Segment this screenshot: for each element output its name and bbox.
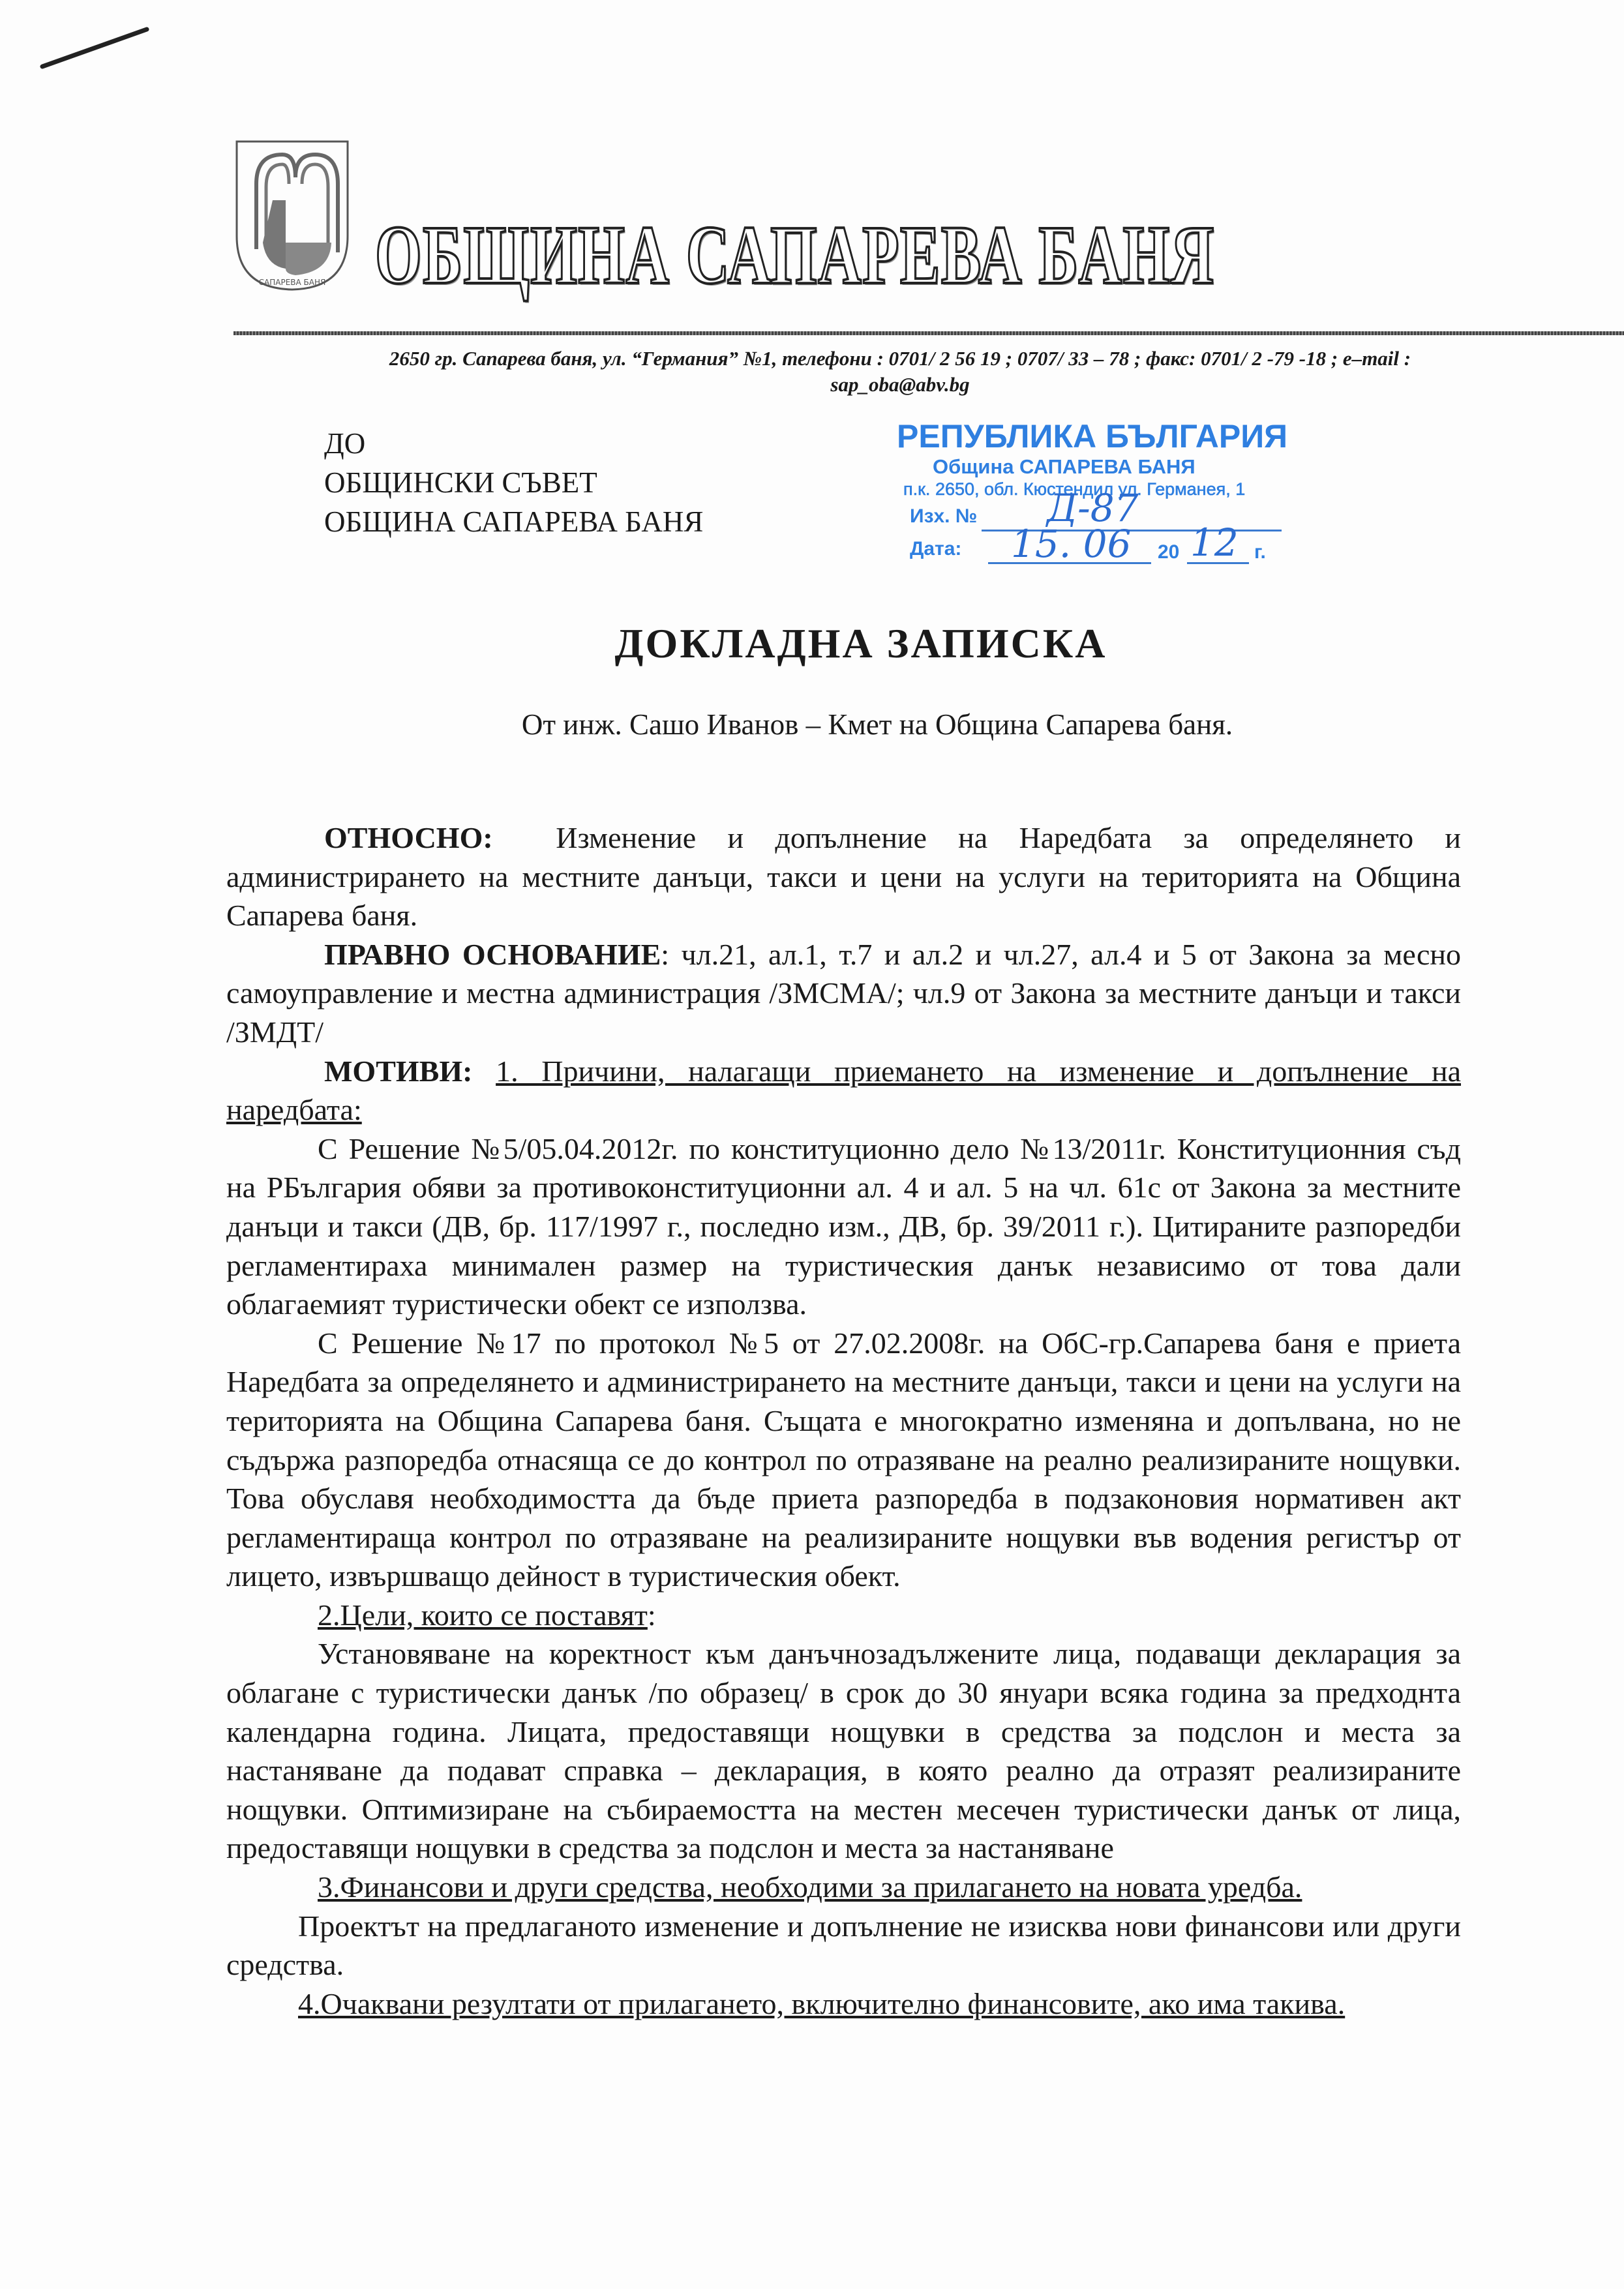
recipient-line: ДО [324, 427, 366, 460]
stamp-address: п.к. 2650, обл. Кюстендил ул. Германея, 1 [903, 479, 1246, 499]
results-heading: 4.Очаквани резултати от прилагането, включително финансовите, ако има такива. [298, 1986, 1346, 2020]
document-body [226, 818, 1461, 2023]
stamp-municipality: Община САПАРЕВА БАНЯ [933, 455, 1195, 478]
registration-stamp [897, 417, 1288, 567]
letterhead-address [248, 346, 1552, 398]
letterhead-brand: ОБЩИНА САПАРЕВА БАНЯ [375, 209, 1215, 301]
paragraph: С Решение №17 по протокол №5 от 27.02.2008г. на ОбС-гр.Сапарева баня е приета Наредбата за определянето и администрирането на местните данъци, такси и цени на услуги на територията на Община Сапарева баня. Същата е многократно изменяна и допълвана, но не съдържа разпоредба отнасяща се до контрол по отразяване на реално реализираните нощувки. Това обуславя необходимостта да бъде приета разпоредба в подзаконовия нормативен акт регламентираща контрол по отразяване на реализираните нощувки във водения регистър от лицето, извършващо дейност в туристическия обект. [226, 1326, 1461, 1593]
paragraph: Проектът на предлаганото изменение и допълнение не изисква нови финансови или други средства. [226, 1909, 1461, 1982]
address-line: 2650 гр. Сапарева баня, ул. “Германия” №1, телефони : 0701/ 2 56 19 ; 0707/ 33 – 78 ; факс: 0701/ 2 -79 -18 ; e–mail : [389, 347, 1411, 370]
recipient-block [324, 424, 703, 541]
stamp-out-number: Д-87 [1047, 486, 1139, 530]
finance-heading: 3.Финансови и други средства, необходими за прилагането на новата уредба. [318, 1870, 1302, 1904]
logo-caption: САПАРЕВА БАНЯ [258, 278, 326, 287]
paragraph: Установяване на коректност към данъчнозадължените лица, подаващи декларация за облагане с туристически данък /по образец/ в срок до 30 януари всяка година за предходнта календарна година. Лицата, предоставящи нощувки в средства за подслон и места за настаняване да подават справка – декларация, в която реално да отразят реализираните нощувки. Оптимизиране на събираемостта на местен месечен туристически данък от лица, предоставящи нощувки в средства за подслон и места за настаняване [226, 1637, 1461, 1865]
stamp-country: РЕПУБЛИКА БЪЛГАРИЯ [897, 418, 1288, 455]
legal-basis-paragraph: ПРАВНО ОСНОВАНИЕ: чл.21, ал.1, т.7 и ал.2 и чл.27, ал.4 и 5 от Закона за месно самоуправление и местна администрация /ЗМСМА/; чл.9 от Закона за местните данъци и такси /ЗМДТ/ [226, 937, 1461, 1049]
email-line: sap_oba@abv.bg [830, 373, 970, 396]
motives-paragraph: МОТИВИ: 1. Причини, налагащи приемането на изменение и допълнение на наредбата: [226, 1054, 1461, 1127]
recipient-line: ОБЩИНСКИ СЪВЕТ [324, 466, 597, 499]
stamp-year: 12 [1190, 520, 1239, 565]
document-title: ДОКЛАДНА ЗАПИСКА [614, 620, 1107, 666]
stamp-date-label: Дата: [910, 538, 962, 560]
subject-paragraph: ОТНОСНО: Изменение и допълнение на Наредбата за определянето и администрирането на местните данъци, такси и цени на услуги на територията на Община Сапарева баня. [226, 821, 1461, 933]
letterhead-divider [233, 331, 1624, 335]
paragraph: С Решение №5/05.04.2012г. по конституционно дело №13/2011г. Конституционния съд на РБългария обяви за противоконституционни ал. 4 и ал. 5 на чл. 61с от Закона за местните данъци и такси (ДВ, бр. 117/1997 г., последно изм., ДВ, бр. 39/2011 г.). Цитираните разпоредби регламентираха минимален размер на туристическия данък независимо от това дали облагаемият туристически обект се използва. [226, 1131, 1461, 1321]
stamp-date: 15. 06 [1011, 522, 1132, 566]
stamp-out-label: Изх. № [910, 505, 978, 527]
recipient-line: ОБЩИНА САПАРЕВА БАНЯ [324, 505, 704, 538]
document-author: От инж. Сашо Иванов – Кмет на Община Сапарева баня. [521, 708, 1233, 741]
stamp-year-prefix: 20 [1158, 541, 1180, 563]
goals-heading: 2.Цели, които се поставят: [318, 1598, 656, 1632]
municipality-logo [233, 138, 351, 292]
stamp-year-unit: г. [1254, 541, 1266, 563]
pen-mark [26, 20, 157, 78]
